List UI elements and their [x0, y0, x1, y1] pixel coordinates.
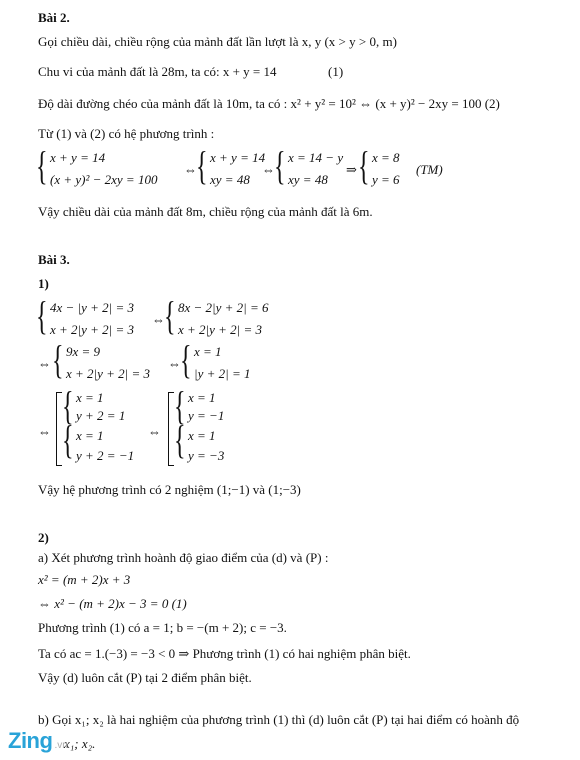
part2-a-line1: a) Xét phương trình hoành độ giao điểm của (d) và (P) :: [38, 550, 329, 565]
sys-eq: y + 2 = −1: [76, 448, 135, 463]
part2-a-line3: ⇔ x² − (m + 2)x − 3 = 0 (1): [38, 596, 187, 611]
brace: {: [36, 293, 48, 338]
brace: {: [52, 337, 64, 382]
sys-eq: x + y = 14: [210, 150, 266, 165]
sys-eq: 8x − 2|y + 2| = 6: [178, 300, 269, 315]
brace: {: [164, 293, 176, 338]
sys-eq: x = 1: [188, 390, 216, 405]
bai3-part1: 1): [38, 276, 49, 291]
brace: {: [36, 143, 48, 188]
equivalence-symbol: ⇔: [152, 312, 165, 327]
sys-eq: x = 1: [76, 428, 104, 443]
part2-a-line5: Ta có ac = 1.(−3) = −3 < 0 ⇒ Phương trình (1) có hai nghiệm phân biệt.: [38, 646, 411, 661]
sys-eq: x = 1: [76, 390, 104, 405]
sys-eq: xy = 48: [288, 172, 328, 187]
part2-b-line1: b) Gọi x₁; x₂ là hai nghiệm của phương trình (1) thì (d) luôn cắt (P) tại hai điểm có hoành độ: [38, 712, 520, 727]
bai2-conclusion: Vậy chiều dài của mảnh đất 8m, chiều rộng của mảnh đất là 6m.: [38, 204, 373, 219]
brace: {: [62, 417, 74, 462]
sys-eq: 9x = 9: [66, 344, 101, 359]
sys-eq: xy = 48: [210, 172, 250, 187]
sys-eq: y + 2 = 1: [76, 408, 126, 423]
bai2-eq-ref-1: (1): [328, 64, 344, 79]
sys-eq: y = −1: [188, 408, 225, 423]
sys-eq: y = −3: [188, 448, 225, 463]
equivalence-symbol: ⇔: [168, 356, 181, 371]
sys-eq: y = 6: [372, 172, 400, 187]
brace: {: [196, 143, 208, 188]
brace: {: [174, 417, 186, 462]
part2-a-line2: x² = (m + 2)x + 3: [38, 572, 131, 587]
equivalence-symbol: ⇔: [38, 356, 51, 371]
bai2-line1: Gọi chiều dài, chiều rộng của mảnh đất lần lượt là x, y (x > y > 0, m): [38, 34, 397, 49]
logo-text: Zing: [8, 728, 53, 753]
logo-domain: .vn: [54, 740, 68, 751]
part2-b-line2: x₁; x₂.: [64, 736, 96, 751]
bai3-title: Bài 3.: [38, 252, 70, 267]
equivalence-symbol: ⇔: [38, 424, 51, 439]
sys-eq: 4x − |y + 2| = 3: [50, 300, 135, 315]
sys-eq: x + 2|y + 2| = 3: [178, 322, 263, 337]
part2-a-line4: Phương trình (1) có a = 1; b = −(m + 2); c = −3.: [38, 620, 287, 635]
part2-a-line6: Vậy (d) luôn cắt (P) tại 2 điểm phân biệt.: [38, 670, 252, 685]
sys-eq: x + 2|y + 2| = 3: [66, 366, 151, 381]
sys-eq: x = 1: [194, 344, 222, 359]
bai3-conclusion-1: Vậy hệ phương trình có 2 nghiệm (1;−1) và (1;−3): [38, 482, 301, 497]
bai3-part2: 2): [38, 530, 49, 545]
implies-symbol: ⇒: [346, 162, 357, 177]
bai2-line4: Từ (1) và (2) có hệ phương trình :: [38, 126, 215, 141]
sys-eq: x + 2|y + 2| = 3: [50, 322, 135, 337]
sys-eq: x = 8: [372, 150, 400, 165]
bai2-title: Bài 2.: [38, 10, 70, 25]
zing-logo: [8, 728, 68, 754]
sys-eq: (x + y)² − 2xy = 100: [50, 172, 158, 187]
brace: {: [174, 383, 186, 428]
sys-eq: x = 1: [188, 428, 216, 443]
brace: {: [274, 143, 286, 188]
brace: {: [180, 337, 192, 382]
sys-eq: |y + 2| = 1: [194, 366, 251, 381]
sys-eq: x = 14 − y: [288, 150, 344, 165]
brace: {: [62, 383, 74, 428]
equivalence-symbol: ⇔: [184, 162, 197, 177]
sys-eq: x + y = 14: [50, 150, 106, 165]
equivalence-symbol: ⇔: [262, 162, 275, 177]
bai2-line3: Độ dài đường chéo của mảnh đất là 10m, ta có : x² + y² = 10² ⇔ (x + y)² − 2xy = 100 (2): [38, 96, 500, 111]
brace: {: [358, 143, 370, 188]
equivalence-symbol: ⇔: [148, 424, 161, 439]
tm-label: (TM): [416, 162, 443, 177]
bai2-line2: Chu vi của mảnh đất là 28m, ta có: x + y = 14: [38, 64, 277, 79]
